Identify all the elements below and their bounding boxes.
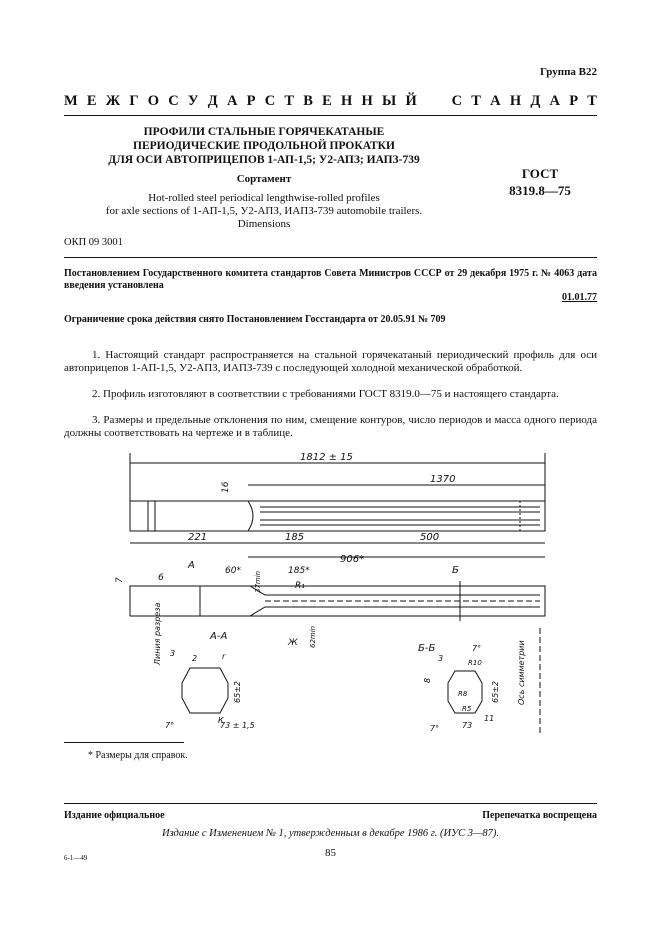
en-title-line-2: for axle sections of 1-АП-1,5, У2-АПЗ, ИАПЗ-739 automobile trailers. <box>105 205 423 217</box>
dim-500-label: 500 <box>420 532 440 543</box>
dim-65b-label: 65±2 <box>491 681 500 703</box>
effective-date: 01.01.77 <box>562 292 597 303</box>
heading-letter: Е <box>322 93 332 109</box>
heading-letter: Н <box>509 93 522 109</box>
gost-number <box>480 165 600 199</box>
heading-letter: Ж <box>105 93 121 109</box>
heading-letter: А <box>549 93 560 109</box>
label-k: К <box>218 716 224 725</box>
document-subtitle: Сортамент <box>236 173 292 185</box>
heading-letter: Ы <box>382 93 397 109</box>
bar-transition <box>248 501 253 531</box>
dim-3a-label: 3 <box>170 649 176 658</box>
dim-1370-label: 1370 <box>430 474 456 485</box>
dim-60-label: 60* <box>225 566 241 576</box>
bar-top-view <box>130 501 545 531</box>
english-title <box>64 192 464 231</box>
dim-11-label: 11 <box>484 714 495 723</box>
dim-65a-label: 65±2 <box>233 681 242 703</box>
heading-letter <box>439 93 443 110</box>
dim-r5-label: R5 <box>462 705 472 713</box>
dim-906-label: 906* <box>340 554 365 565</box>
heading-letter: Н <box>341 93 353 109</box>
limitation-note: Ограничение срока действия снято Постановлением Госстандарта от 20.05.91 № 709 <box>64 314 446 325</box>
dim-r8-label: R8 <box>458 690 468 698</box>
edition-label: Издание официальное <box>64 810 165 821</box>
label-axis: Ось симметрии <box>517 640 526 705</box>
okp-code: ОКП 09 3001 <box>64 237 123 248</box>
dim-37min-label: 37min <box>254 570 262 593</box>
heading-letter: С <box>264 93 276 109</box>
heading-letter: Т <box>284 93 295 109</box>
en-title-line-3: Dimensions <box>237 218 291 230</box>
dim-total-label: 1812 ± 15 <box>300 452 353 463</box>
amendment-note: Издание с Изменением № 1, утвержденным в декабре 1986 г. (ИУС 3—87). <box>162 828 499 839</box>
print-code: 6-1—49 <box>64 854 88 862</box>
label-r: r <box>222 652 226 661</box>
dim-221-label: 221 <box>188 532 208 543</box>
title-line-3: ДЛЯ ОСИ АВТОПРИЦЕПОВ 1-АП-1,5; У2-АПЗ; ИАПЗ-739 <box>108 154 420 166</box>
okp-rule <box>64 257 597 258</box>
heading-letter: Д <box>530 93 541 109</box>
label-b-top: Б <box>452 565 459 576</box>
page-number: 85 <box>325 847 336 859</box>
heading-letter: Р <box>569 93 579 109</box>
angle-7b-label: 7° <box>472 644 482 653</box>
heading-letter: А <box>490 93 501 109</box>
header-rule <box>64 115 597 116</box>
heading-letter: Г <box>129 93 139 109</box>
heading-letter: М <box>64 93 78 109</box>
decree-text: Постановлением Государственного комитета стандартов Совета Министров СССР от 29 декабря 1975 г. № 4063 дата введения установлена <box>64 268 597 291</box>
footnote: * Размеры для справок. <box>88 750 188 761</box>
title-line-2: ПЕРИОДИЧЕСКИЕ ПРОДОЛЬНОЙ ПРОКАТКИ <box>133 140 395 152</box>
paragraph-2: 2. Профиль изготовляют в соответствии с требованиями ГОСТ 8319.0—75 и настоящего стандарта. <box>92 388 559 400</box>
heading-letter: Н <box>361 93 373 109</box>
heading-letter: Т <box>587 93 597 109</box>
group-code: Группа В22 <box>539 66 597 78</box>
heading-letter: Р <box>246 93 256 109</box>
section-bb-label: Б-Б <box>418 643 436 654</box>
heading-letter: Е <box>86 93 97 109</box>
dim-16-label: 16 <box>221 481 231 493</box>
heading-letter: В <box>303 93 313 109</box>
document-title <box>64 125 464 167</box>
dim-62min-label: 62min <box>309 625 317 648</box>
footer-rule <box>64 803 597 804</box>
dim-73-label: 73 ± 1,5 <box>220 721 255 730</box>
heading-letter: У <box>187 93 199 109</box>
heading-letter: А <box>226 93 238 109</box>
label-a-top: А <box>188 560 195 571</box>
section-aa-label: А-А <box>210 631 228 642</box>
heading-letter: Т <box>471 93 481 109</box>
dim-r10-label: R10 <box>468 659 482 667</box>
heading-letter <box>426 93 430 110</box>
dim-73b-label: 73 <box>462 721 473 730</box>
heading-letter: Д <box>207 93 218 109</box>
title-line-1: ПРОФИЛИ СТАЛЬНЫЕ ГОРЯЧЕКАТАНЫЕ <box>143 126 385 138</box>
dim-185s-label: 185* <box>288 566 310 576</box>
label-r1: R₁ <box>295 581 305 591</box>
dim-185-label: 185 <box>285 532 305 543</box>
dim-6-label: 6 <box>158 573 164 583</box>
dim-7-label: 7 <box>115 577 125 583</box>
section-aa-shape <box>182 668 228 713</box>
label-line-cut: Линия разреза <box>153 602 162 665</box>
label-zh: Ж <box>288 638 298 648</box>
angle-7c-label: 7° <box>430 724 440 733</box>
standard-type-heading <box>64 93 597 110</box>
profile-drawing <box>100 443 560 738</box>
heading-letter: О <box>147 93 160 109</box>
footnote-rule <box>64 742 184 743</box>
dim-8-label: 8 <box>423 677 432 683</box>
en-title-line-1: Hot-rolled steel periodical lengthwise-rolled profiles <box>148 192 380 204</box>
angle-7a-label: 7° <box>165 721 175 730</box>
dim-2-label: 2 <box>192 654 198 663</box>
heading-letter: С <box>168 93 179 109</box>
dim-3b-label: 3 <box>438 654 444 663</box>
paragraph-1: 1. Настоящий стандарт распространяется на стальной горячекатаный периодический профиль для оси автоприцепов 1-АП-1,5, У2-АПЗ, ИАПЗ-739 с последующей холодной механической обработкой. <box>64 349 597 374</box>
reprint-notice: Перепечатка воспрещена <box>482 810 597 821</box>
heading-letter: С <box>451 93 463 109</box>
gost-label: ГОСТ <box>521 166 559 181</box>
heading-letter: Й <box>405 93 417 109</box>
gost-code: 8319.8—75 <box>509 183 571 198</box>
paragraph-3: 3. Размеры и предельные отклонения по ним, смещение контуров, число периодов и масса одного периода должны соответствовать на чертеже и в таблице. <box>64 414 597 439</box>
